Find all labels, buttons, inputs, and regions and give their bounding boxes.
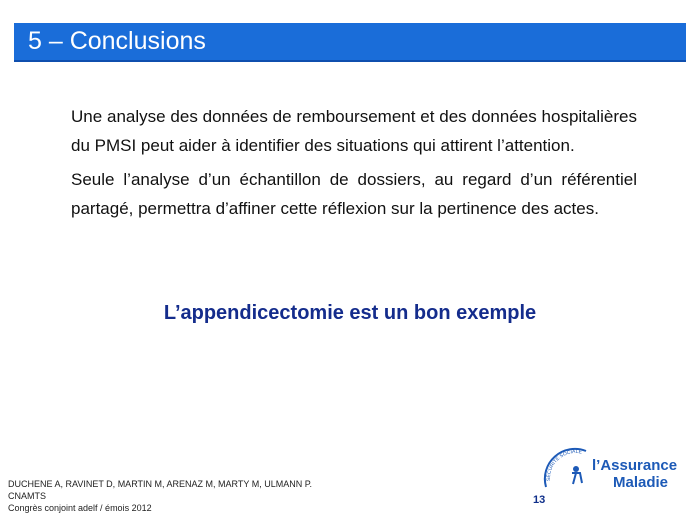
paragraph-1: Une analyse des données de remboursement et des données hospitalières du PMSI peut aider à identifier des situations qui attirent l’attention. <box>71 107 637 155</box>
footer-organization: CNAMTS <box>8 491 46 501</box>
page-title: 5 – Conclusions <box>28 27 206 55</box>
logo-arc-text: SÉCURITÉ SOCIALE <box>545 448 583 482</box>
logo-arc-icon <box>536 443 596 493</box>
svg-text:SÉCURITÉ SOCIALE <box>545 449 583 481</box>
footer-authors: DUCHENE A, RAVINET D, MARTIN M, ARENAZ M, MARTY M, ULMANN P. <box>8 479 313 489</box>
footer-credits <box>8 478 312 514</box>
highlight-statement: L’appendicectomie est un bon exemple <box>163 302 537 324</box>
assurance-maladie-logo <box>536 443 686 493</box>
body-text <box>71 102 637 228</box>
footer-event: Congrès conjoint adelf / émois 2012 <box>8 503 152 513</box>
logo-line-2: Maladie <box>613 474 669 491</box>
title-bar <box>14 23 686 62</box>
page-number: 13 <box>533 494 546 506</box>
paragraph-2: Seule l’analyse d’un échantillon de dossiers, au regard d’un référentiel partagé, permettra d’affiner cette réflexion sur la pertinence des actes. <box>71 170 637 218</box>
logo-line-1: l’Assurance <box>592 457 678 474</box>
